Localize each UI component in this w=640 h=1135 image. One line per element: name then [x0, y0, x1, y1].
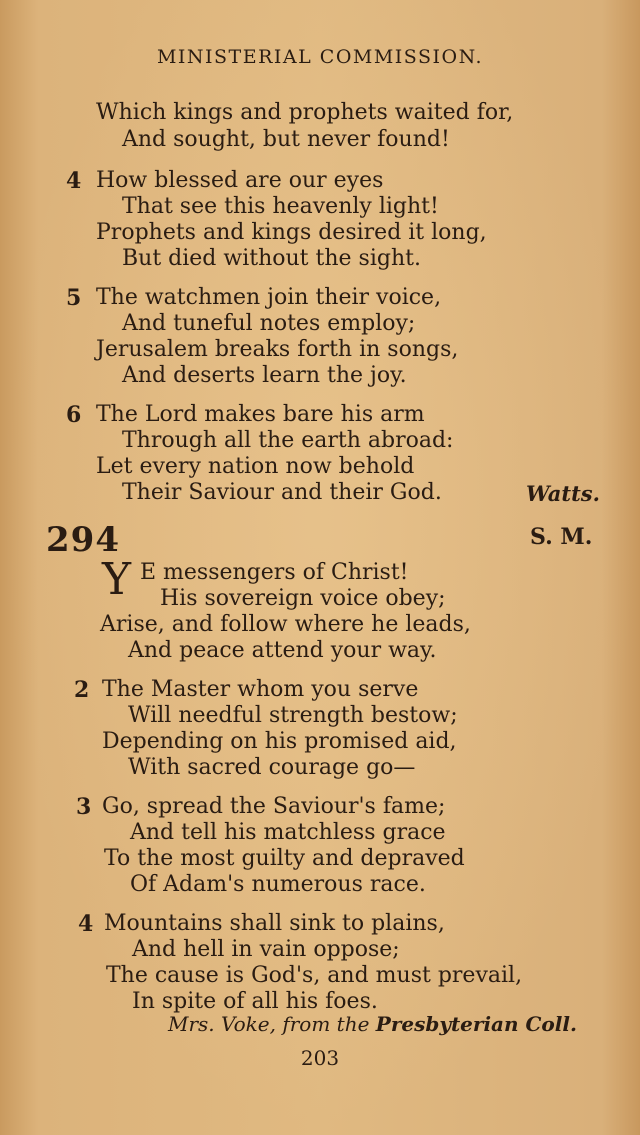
verse-line: Go, spread the Saviour's fame; — [102, 794, 446, 819]
verse-line: And deserts learn the joy. — [122, 363, 407, 388]
stanza-number: 6 — [66, 402, 82, 428]
verse-line: And sought, but never found! — [122, 127, 450, 152]
verse-line: The cause is God's, and must prevail, — [106, 963, 523, 988]
verse-line: The watchmen join their voice, — [96, 285, 442, 310]
stanza-number: 2 — [74, 677, 90, 703]
drop-cap: Y — [102, 554, 132, 605]
verse-line: With sacred courage go— — [128, 755, 416, 780]
verse-line: Which kings and prophets waited for, — [96, 100, 514, 125]
verse-line: Their Saviour and their God. — [122, 480, 442, 505]
verse-line: But died without the sight. — [122, 246, 421, 271]
verse-line: The Master whom you serve — [102, 677, 419, 702]
credit-collection: Presbyterian Coll. — [375, 1012, 577, 1036]
verse-line: Through all the earth abroad: — [122, 428, 454, 453]
verse-line: That see this heavenly light! — [122, 194, 439, 219]
verse-line: In spite of all his foes. — [132, 989, 378, 1014]
verse-line: And hell in vain oppose; — [132, 937, 400, 962]
author-attribution: Watts. — [526, 481, 600, 506]
verse-line: Arise, and follow where he leads, — [100, 612, 471, 637]
stanza-number: 5 — [66, 285, 82, 311]
verse-line: Will needful strength bestow; — [128, 703, 458, 728]
verse-line: Mountains shall sink to plains, — [104, 911, 445, 936]
verse-line: Prophets and kings desired it long, — [96, 220, 487, 245]
stanza-number: 3 — [76, 794, 92, 820]
credit-author: Mrs. Voke, from the — [168, 1012, 376, 1036]
running-header: MINISTERIAL COMMISSION. — [156, 46, 484, 68]
verse-line: Depending on his promised aid, — [102, 729, 457, 754]
verse-line: And peace attend your way. — [128, 638, 437, 663]
verse-line: To the most guilty and depraved — [104, 846, 465, 871]
page-number: 203 — [300, 1046, 340, 1070]
verse-line: And tell his matchless grace — [130, 820, 446, 845]
verse-line: And tuneful notes employ; — [122, 311, 416, 336]
verse-line: Jerusalem breaks forth in songs, — [96, 337, 459, 362]
verse-line: E messengers of Christ! — [140, 560, 409, 585]
source-credit — [168, 1012, 577, 1036]
verse-line: His sovereign voice obey; — [160, 586, 446, 611]
verse-line: Let every nation now behold — [96, 454, 415, 479]
stanza-number: 4 — [78, 911, 94, 937]
verse-line: Of Adam's numerous race. — [130, 872, 426, 897]
stanza-number: 4 — [66, 168, 82, 194]
meter-label: S. M. — [530, 524, 593, 550]
verse-line: The Lord makes bare his arm — [96, 402, 425, 427]
verse-line: How blessed are our eyes — [96, 168, 384, 193]
hymn-number: 294 — [46, 520, 120, 560]
